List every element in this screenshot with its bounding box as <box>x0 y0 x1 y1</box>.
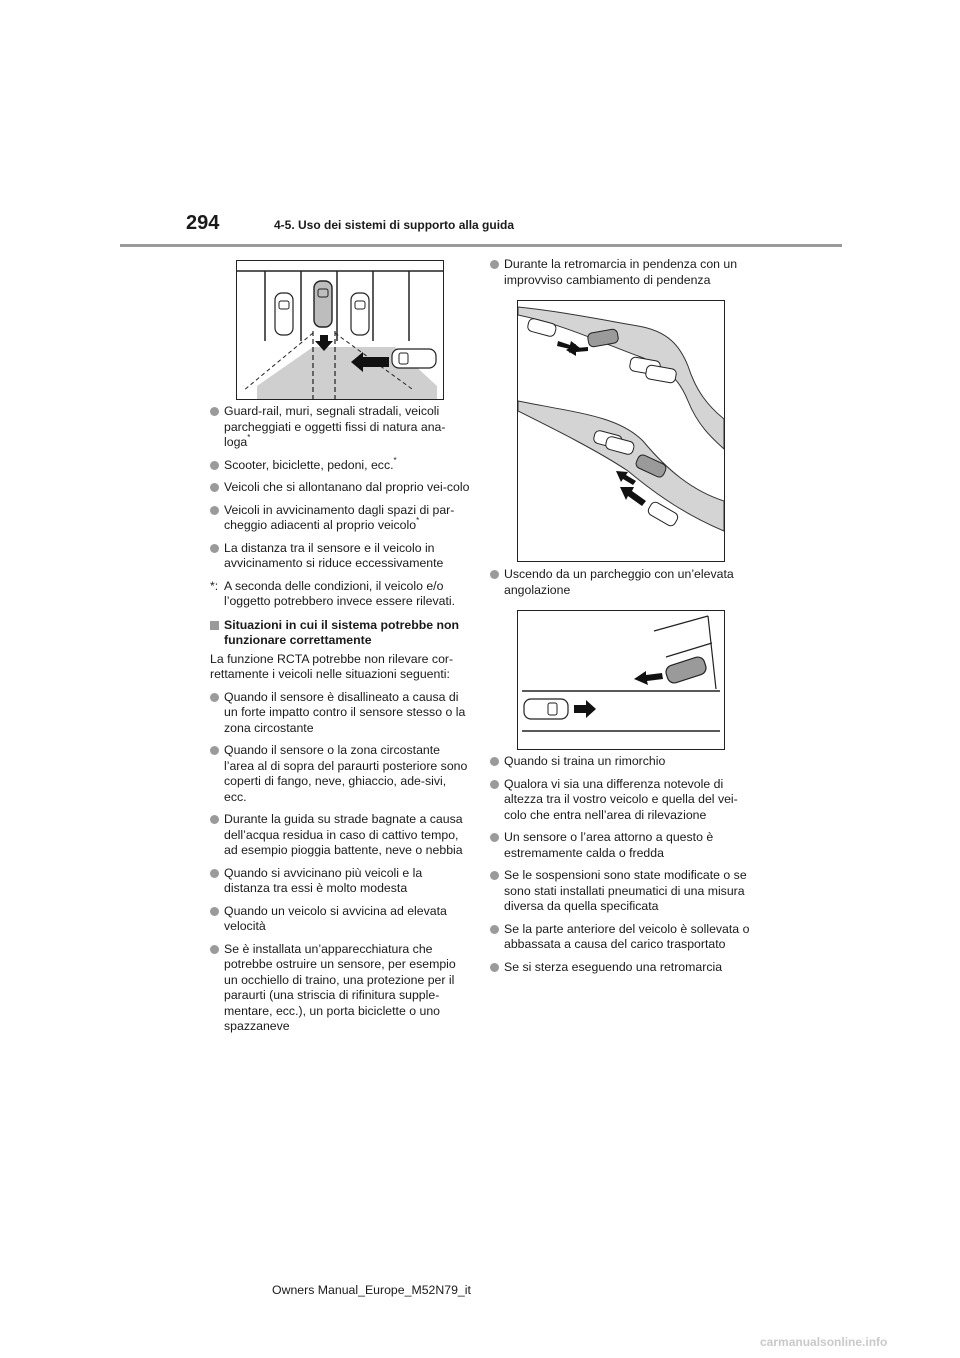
list-item: Quando si traina un rimorchio <box>490 754 755 770</box>
footnote-text: A seconda delle condizioni, il veicolo e/o l’oggetto potrebbero invece essere rilevati. <box>224 578 456 608</box>
malfunction-conditions-list <box>210 690 470 1035</box>
list-item: Guard-rail, muri, segnali stradali, veicoli parcheggiati e oggetti fissi di natura ana-loga* <box>210 404 470 451</box>
watermark: carmanualsonline.info <box>760 1335 888 1349</box>
detected-objects-list <box>210 404 470 572</box>
list-item: Quando si avvicinano più veicoli e la distanza tra essi è molto modesta <box>210 866 470 897</box>
list-item: Veicoli che si allontanano dal proprio vei-colo <box>210 480 470 496</box>
footnote <box>210 579 470 610</box>
subheading: Situazioni in cui il sistema potrebbe non funzionare correttamente <box>210 618 470 649</box>
footnote-mark: *: <box>210 578 219 593</box>
right-bullet-slope-wrap <box>490 257 755 295</box>
list-item: Se le sospensioni sono state modificate o se sono stati installati pneumatici di una misura diversa da quella specificata <box>490 868 755 915</box>
list-item: Durante la guida su strade bagnate a causa dell’acqua residua in caso di cattivo tempo, ad esempio pioggia battente, neve o nebbia <box>210 812 470 859</box>
list-item: Se la parte anteriore del veicolo è sollevata o abbassata a causa del carico trasportato <box>490 922 755 953</box>
more-conditions-list <box>490 754 755 975</box>
list-item: Veicoli in avvicinamento dagli spazi di par-cheggio adiacenti al proprio veicolo* <box>210 503 470 534</box>
right-bullet-angle-wrap <box>490 567 755 605</box>
list-item: Durante la retromarcia in pendenza con un improvviso cambiamento di pendenza <box>490 257 755 288</box>
list-item: Quando il sensore è disallineato a causa di un forte impatto contro il sensore stesso o la zona circostante <box>210 690 470 737</box>
right-column-list-wrap <box>490 754 755 982</box>
parking-lot-detection-illustration <box>236 260 444 400</box>
angled-parking-exit-illustration <box>517 610 725 750</box>
left-column <box>210 404 470 1042</box>
list-item: Uscendo da un parcheggio con un’elevata angolazione <box>490 567 755 598</box>
section-title: 4-5. Uso dei sistemi di supporto alla guida <box>274 218 515 232</box>
page-number: 294 <box>186 212 220 234</box>
list-item: Scooter, biciclette, pedoni, ecc.* <box>210 458 470 474</box>
list-item: Un sensore o l’area attorno a questo è estremamente calda o fredda <box>490 830 755 861</box>
square-bullet-icon <box>210 621 219 630</box>
list-item: Qualora vi sia una differenza notevole di altezza tra il vostro veicolo e quella del vei-colo che entra nell’area di rilevazione <box>490 777 755 824</box>
footer-text: Owners Manual_Europe_M52N79_it <box>272 1283 471 1297</box>
list-item: Se si sterza eseguendo una retromarcia <box>490 960 755 976</box>
slope-reversing-illustration <box>517 300 725 562</box>
intro-paragraph: La funzione RCTA potrebbe non rilevare cor-rettamente i veicoli nelle situazioni seguenti: <box>210 651 454 681</box>
list-item: Quando il sensore o la zona circostante l’area al di sopra del paraurti posteriore sono coperti di fango, neve, ghiaccio, ade-sivi, ecc. <box>210 743 470 805</box>
header-rule <box>120 244 842 247</box>
list-item: Se è installata un’apparecchiatura che potrebbe ostruire un sensore, per esempio un occhiello di traino, una protezione per il paraurti (una striscia di rifinitura supple-mentare, ecc.), un porta biciclette o uno spazzaneve <box>210 942 470 1035</box>
list-item: La distanza tra il sensore e il veicolo in avvicinamento si riduce eccessivamente <box>210 541 470 572</box>
list-item: Quando un veicolo si avvicina ad elevata velocità <box>210 904 470 935</box>
